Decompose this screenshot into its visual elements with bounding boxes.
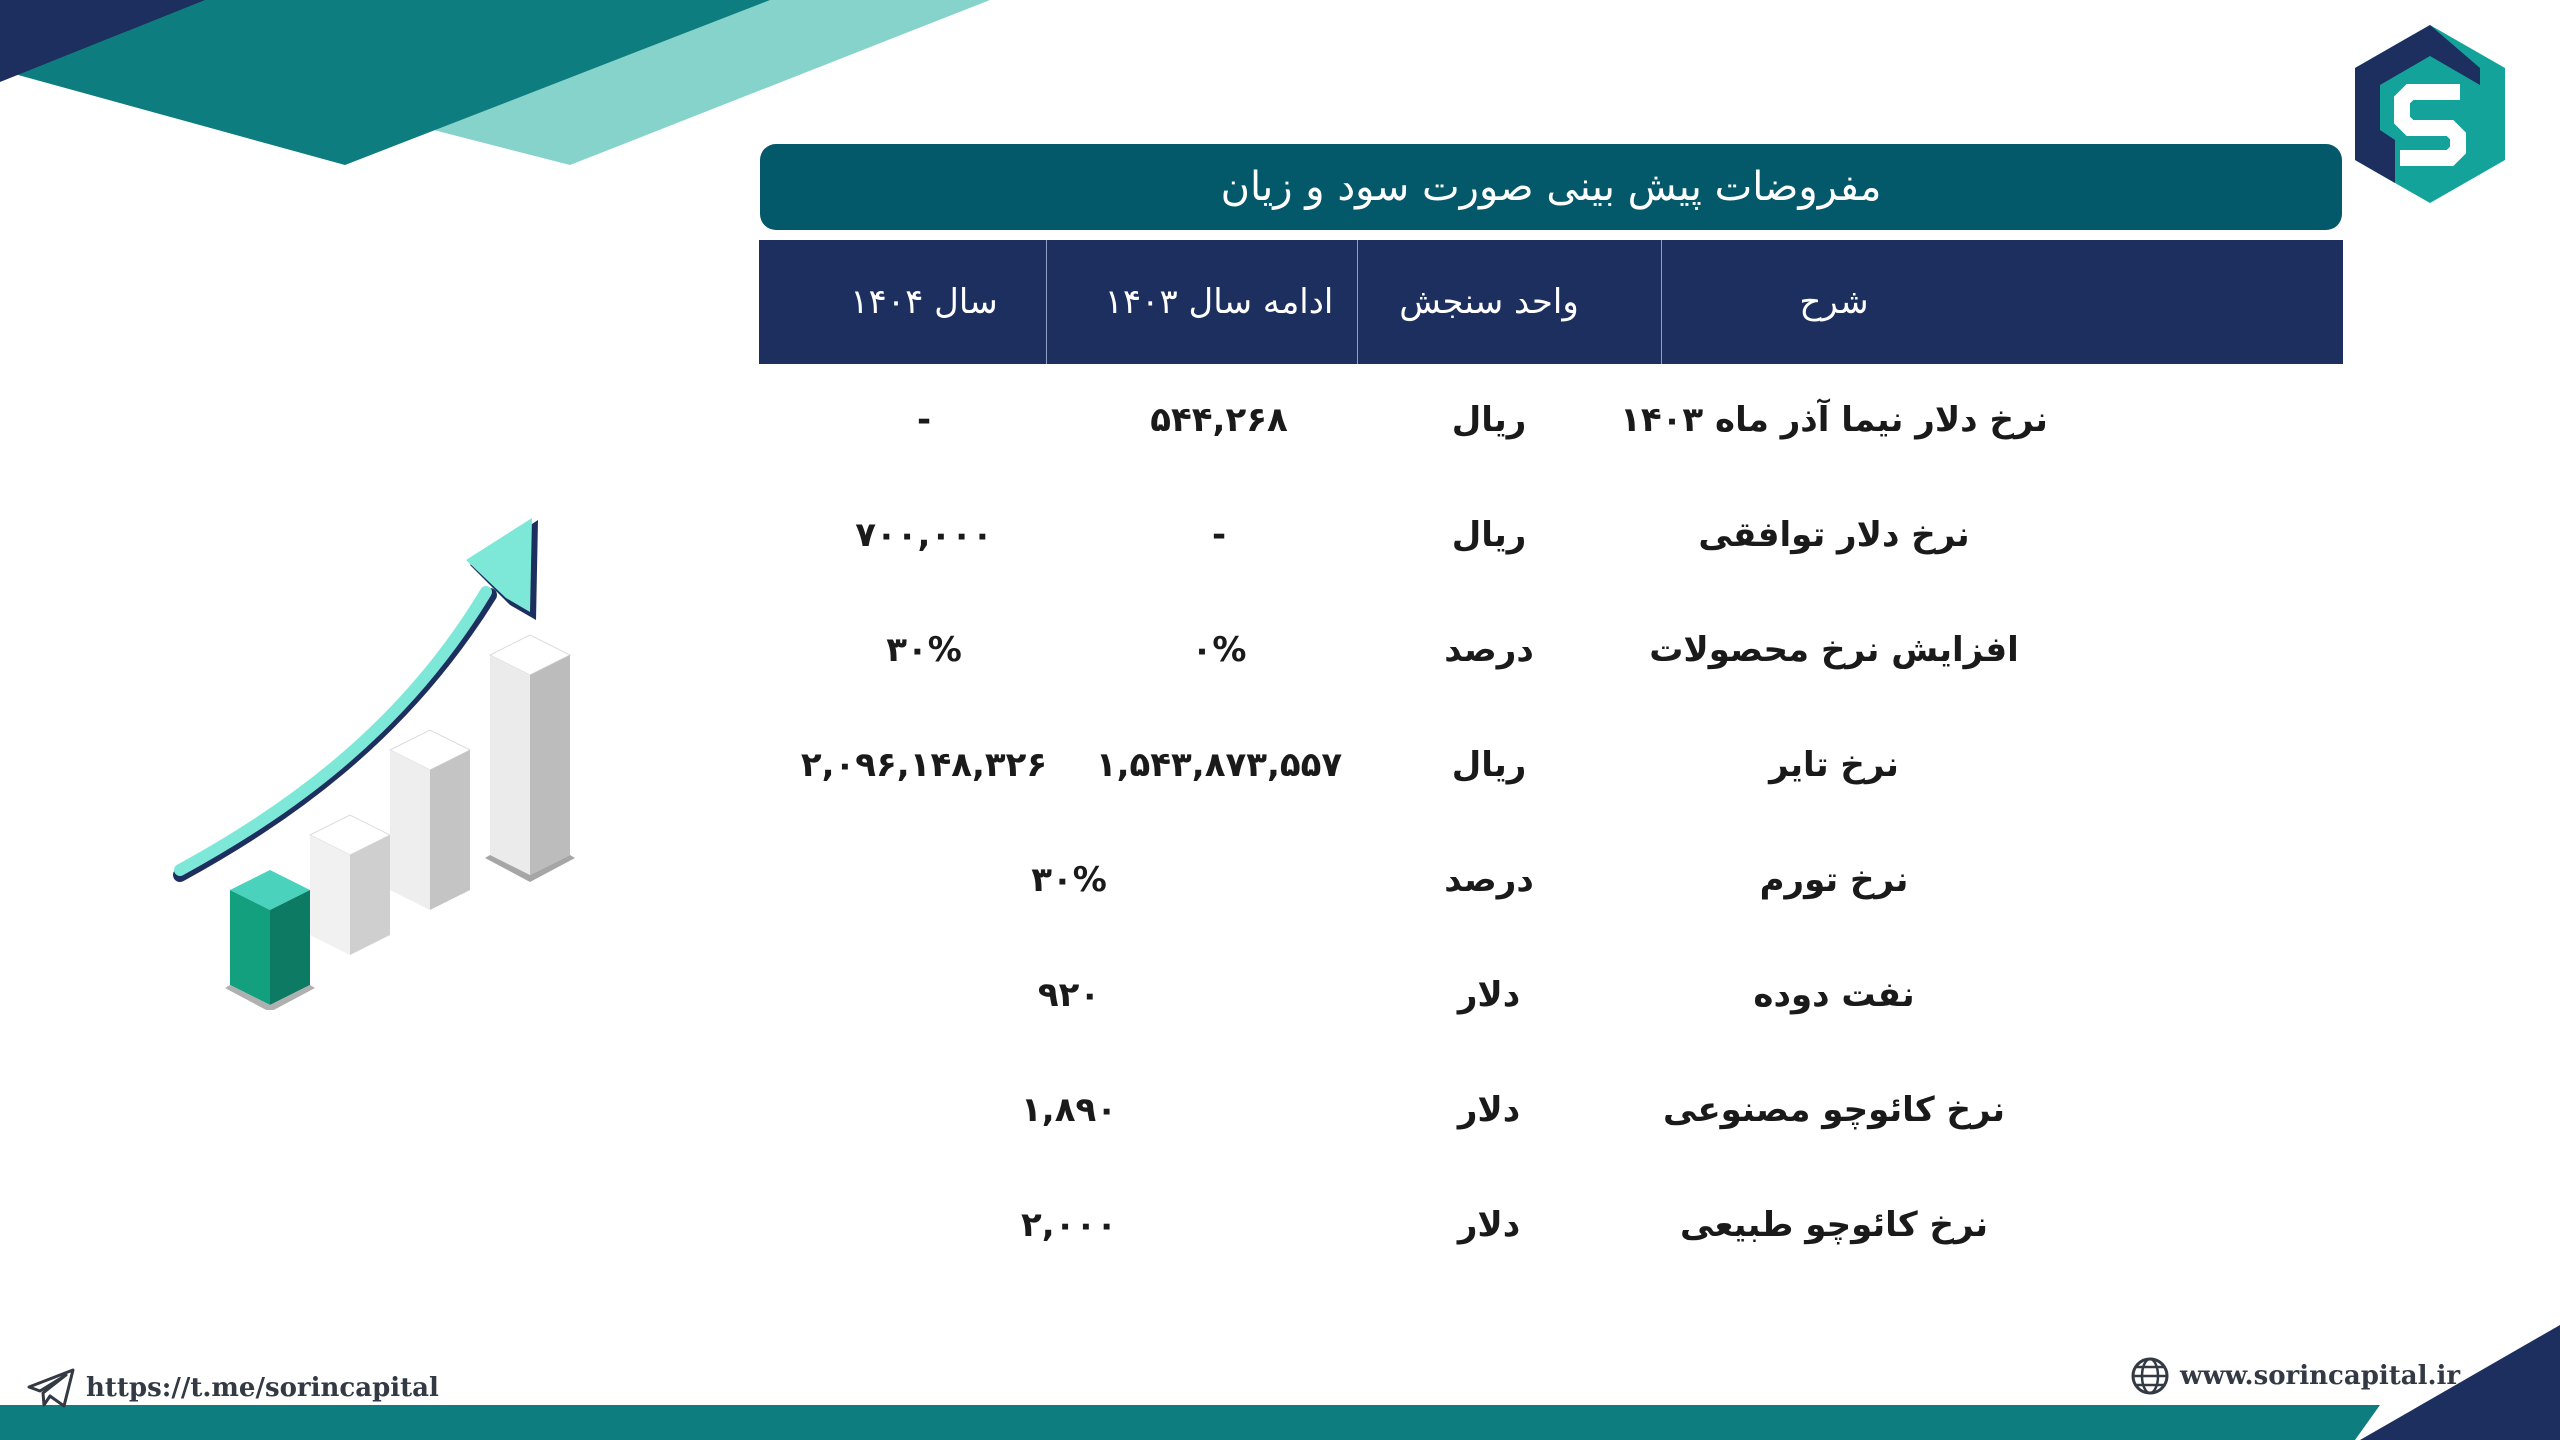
table-row (759, 707, 2343, 822)
row-value-merged: ۲,۰۰۰ (1021, 1204, 1117, 1245)
table-row (759, 362, 2343, 477)
header-year-1403: ادامه سال ۱۴۰۳ (1104, 282, 1334, 322)
row-value-1404: - (916, 399, 932, 440)
row-value-merged: ۳۰% (1031, 859, 1107, 900)
row-description: افزایش نرخ محصولات (1649, 629, 2019, 670)
table-row (759, 937, 2343, 1052)
header-year-1404: سال ۱۴۰۴ (850, 282, 998, 322)
row-description: نرخ تایر (1769, 744, 1899, 785)
row-unit: دلار (1457, 1204, 1521, 1245)
header-unit: واحد سنجش (1399, 282, 1579, 322)
row-description: نفت دوده (1753, 974, 1915, 1015)
website-url[interactable]: www.sorincapital.ir (2180, 1361, 2461, 1391)
table-row (759, 477, 2343, 592)
telegram-link[interactable] (26, 1366, 439, 1410)
growth-chart-illustration (170, 510, 600, 1010)
row-description: نرخ کائوچو مصنوعی (1663, 1089, 2005, 1130)
sorin-logo (2340, 20, 2520, 210)
table-row (759, 1052, 2343, 1167)
row-value-1403: ۱,۵۴۳,۸۷۳,۵۵۷ (1095, 744, 1343, 785)
row-description: نرخ دلار توافقی (1698, 514, 1970, 555)
table-row (759, 822, 2343, 937)
row-value-1404: ۳۰% (886, 629, 962, 670)
header-description: شرح (1799, 282, 1869, 322)
telegram-url[interactable]: https://t.me/sorincapital (86, 1373, 439, 1403)
row-unit: درصد (1444, 859, 1534, 900)
table-header (759, 240, 2343, 364)
telegram-icon (26, 1367, 76, 1409)
row-value-1403: ۰% (1191, 629, 1247, 670)
row-unit: ریال (1451, 514, 1527, 555)
row-description: نرخ کائوچو طبیعی (1680, 1204, 1988, 1245)
row-unit: ریال (1451, 399, 1527, 440)
table-row (759, 1167, 2343, 1282)
row-unit: ریال (1451, 744, 1527, 785)
row-unit: دلار (1457, 1089, 1521, 1130)
page-title: مفروضات پیش بینی صورت سود و زیان (760, 144, 2342, 230)
globe-icon (2130, 1356, 2170, 1396)
row-description: نرخ تورم (1759, 859, 1909, 900)
row-value-merged: ۱,۸۹۰ (1021, 1089, 1117, 1130)
row-unit: درصد (1444, 629, 1534, 670)
row-unit: دلار (1457, 974, 1521, 1015)
row-value-1403: - (1211, 514, 1227, 555)
table-row (759, 592, 2343, 707)
row-description: نرخ دلار نیما آذر ماه ۱۴۰۳ (1620, 399, 2048, 440)
website-link[interactable] (2130, 1354, 2460, 1398)
row-value-1404: ۷۰۰,۰۰۰ (855, 514, 993, 555)
row-value-1403: ۵۴۴,۲۶۸ (1150, 399, 1288, 440)
row-value-merged: ۹۲۰ (1037, 974, 1101, 1015)
row-value-1404: ۲,۰۹۶,۱۴۸,۳۲۶ (800, 744, 1048, 785)
